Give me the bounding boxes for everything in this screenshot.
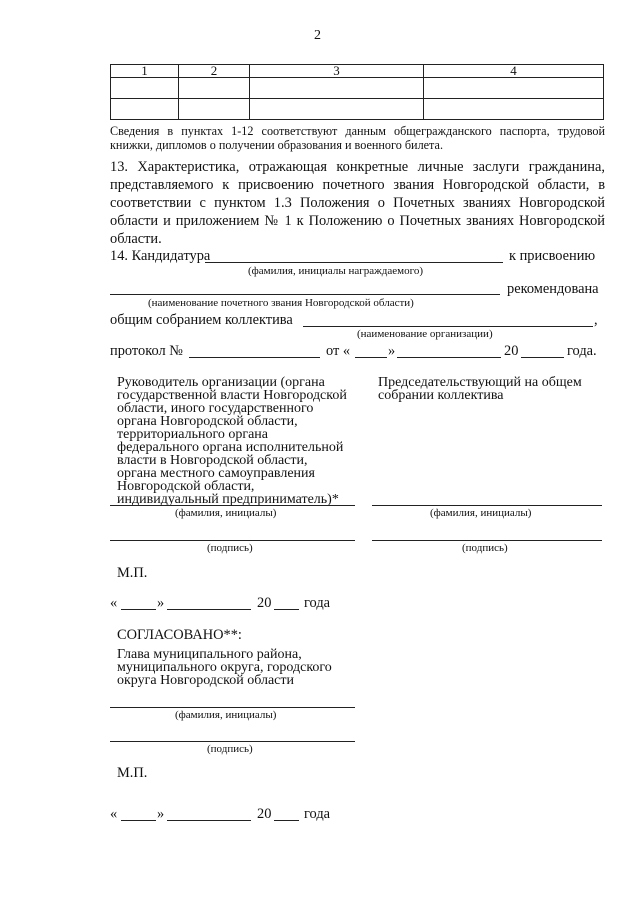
table-note: Сведения в пунктах 1-12 соответствуют данным общегражданского паспорта, трудовой книжки, дипломов о получении образования и военного билета. (110, 124, 605, 152)
protocol-year-field[interactable] (521, 357, 564, 358)
table-row (111, 78, 604, 99)
protocol-number-field[interactable] (189, 357, 320, 358)
table-header-cell: 3 (250, 65, 424, 78)
date-close-quote: » (157, 595, 165, 611)
head-signature-field[interactable] (110, 540, 355, 541)
date-month-field[interactable] (167, 609, 251, 610)
table-cell (179, 78, 250, 99)
chairman-name-field[interactable] (372, 505, 602, 506)
org-caption: (наименование организации) (357, 328, 493, 340)
name-caption: (фамилия, инициалы награждаемого) (248, 265, 423, 277)
agreed-date-year-field[interactable] (274, 820, 299, 821)
agreed-date-close-quote: » (157, 806, 165, 822)
agreed-name-field[interactable] (110, 707, 355, 708)
title-field[interactable] (110, 294, 500, 295)
date-year-word: года (304, 595, 331, 611)
recommended-text: рекомендована (507, 281, 599, 297)
agreed-name-caption: (фамилия, инициалы) (175, 709, 277, 721)
table-cell (179, 99, 250, 120)
agreed-date-open-quote: « (110, 806, 118, 822)
chairman-name-caption: (фамилия, инициалы) (430, 507, 532, 519)
table-header-row (111, 65, 604, 78)
chairman-signature-caption: (подпись) (462, 542, 508, 554)
table-cell (424, 99, 604, 120)
date-day-field[interactable] (121, 609, 156, 610)
protocol-from: от « (326, 343, 351, 359)
chairman-title: Председательствующий на общем собрании коллектива (378, 375, 582, 403)
agreed-date-day-field[interactable] (121, 820, 156, 821)
agreed-signature-caption: (подпись) (207, 743, 253, 755)
protocol-quote-close: » (388, 343, 396, 359)
table-cell (250, 78, 424, 99)
chairman-signature-field[interactable] (372, 540, 602, 541)
protocol-month-field[interactable] (397, 357, 501, 358)
table-header-cell: 4 (424, 65, 604, 78)
agreed-signature-field[interactable] (110, 741, 355, 742)
date-year-field[interactable] (274, 609, 299, 610)
protocol-year-prefix: 20 (504, 343, 519, 359)
stamp-label: М.П. (117, 565, 148, 581)
agreed-date-year-word: года (304, 806, 331, 822)
table-header-cell: 2 (179, 65, 250, 78)
agreed-head-title: Глава муниципального района, муниципального округа, городского округа Новгородской области (117, 647, 332, 688)
data-table (110, 64, 604, 120)
item-14-label: 14. Кандидатура (110, 248, 211, 264)
title-caption: (наименование почетного звания Новгородской области) (148, 297, 414, 309)
protocol-label: протокол № (110, 343, 183, 359)
date-open-quote: « (110, 595, 118, 611)
table-cell (111, 78, 179, 99)
head-signature-caption: (подпись) (207, 542, 253, 554)
protocol-year-word: года. (567, 343, 597, 359)
to-award-text: к присвоению (509, 248, 596, 264)
organization-field[interactable] (303, 326, 593, 327)
organization-head-title: Руководитель организации (органа государственной власти Новгородской области, иного государственного органа Новгородской области, территориального органа федерального органа исполнительной власти в Новгородской области, органа местного самоуправления Новгородской области, индивидуальный предприниматель)* (117, 375, 347, 507)
date-year-prefix: 20 (257, 595, 272, 611)
table-row (111, 99, 604, 120)
head-name-caption: (фамилия, инициалы) (175, 507, 277, 519)
agreed-date-year-prefix: 20 (257, 806, 272, 822)
agreed-title: СОГЛАСОВАНО**: (117, 627, 242, 643)
table-cell (250, 99, 424, 120)
agreed-stamp-label: М.П. (117, 765, 148, 781)
meeting-text: общим собранием коллектива (110, 312, 293, 328)
table-cell (424, 78, 604, 99)
table-header-cell: 1 (111, 65, 179, 78)
agreed-date-month-field[interactable] (167, 820, 251, 821)
table-cell (111, 99, 179, 120)
comma: , (594, 312, 598, 328)
page-number: 2 (314, 28, 321, 43)
protocol-day-field[interactable] (355, 357, 387, 358)
item-13-text: 13. Характеристика, отражающая конкретные личные заслуги гражданина, представляемого к присвоению почетного звания Новгородской области, в соответствии с пунктом 1.3 Положения о Почетных званиях Новгородской области и приложением № 1 к Положению о Почетных званиях Новгородской области. (110, 159, 605, 247)
candidate-name-field[interactable] (205, 262, 503, 263)
head-name-field[interactable] (110, 505, 355, 506)
